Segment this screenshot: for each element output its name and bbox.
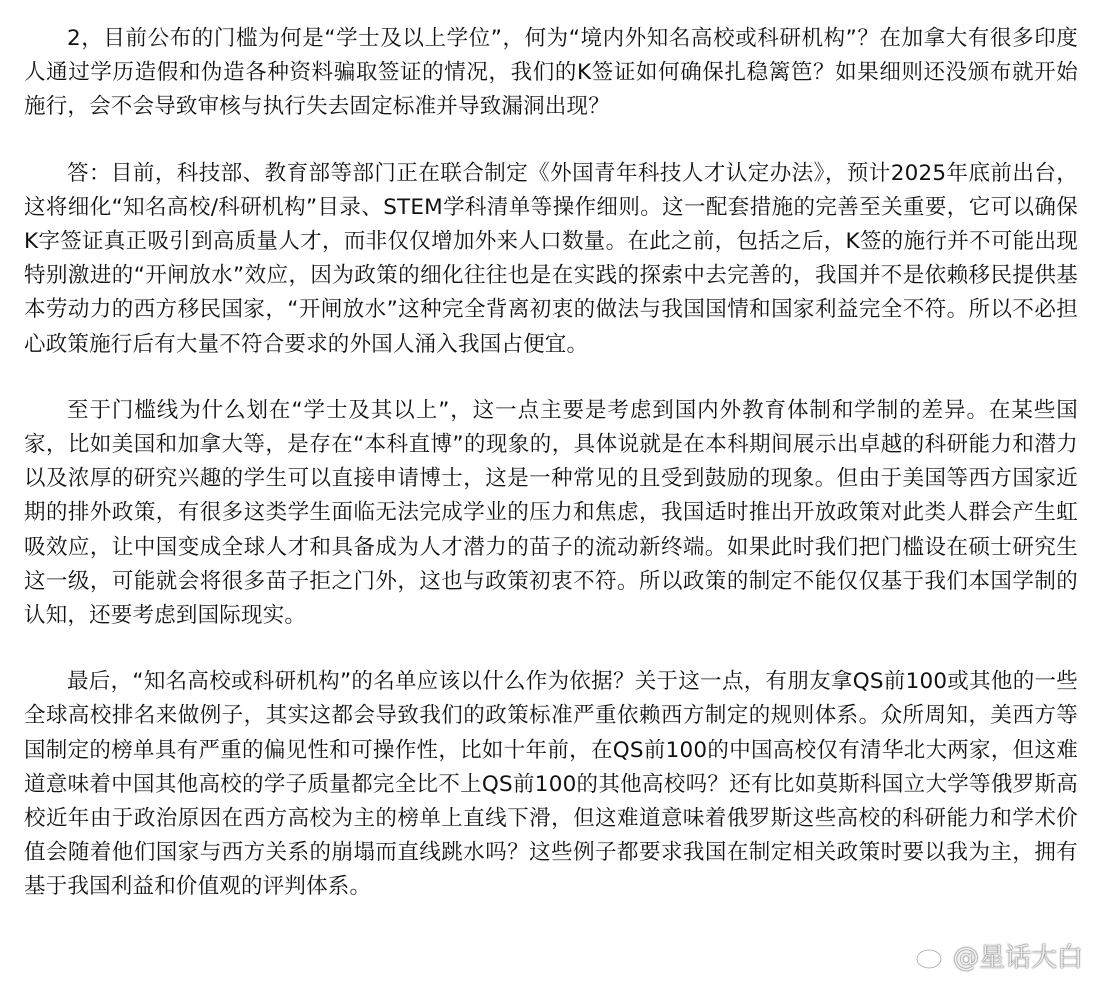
paragraph-question: 2，目前公布的门槛为何是“学士及以上学位”，何为“境内外知名高校或科研机构”？在加拿大有很多印度人通过学历造假和伪造各种资料骗取签证的情况，我们的K签证如何确保扎稳篱笆？如果细则还没颁布就开始施行，会不会导致审核与执行失去固定标准并导致漏洞出现？ xyxy=(24,26,1078,120)
weibo-logo-icon xyxy=(915,941,949,971)
paragraph-ranking: 最后，“知名高校或科研机构”的名单应该以什么作为依据？关于这一点，有朋友拿QS前100或其他的一些全球高校排名来做例子，其实这都会导致我们的政策标准严重依赖西方制定的规则体系。众所周知，美西方等国制定的榜单具有严重的偏见性和可操作性，比如十年前，在QS前100的中国高校仅有清华北大两家，但这难道意味着中国其他高校的学子质量都完全比不上QS前100的其他高校吗？还有比如莫斯科国立大学等俄罗斯高校近年由于政治原因在西方高校为主的榜单上直线下滑，但这难道意味着俄罗斯这些高校的科研能力和学术价值会随着他们国家与西方关系的崩塌而直线跳水吗？这些例子都要求我国在制定相关政策时要以我为主，拥有基于我国利益和价值观的评判体系。 xyxy=(24,669,1078,900)
paragraph-answer: 答：目前，科技部、教育部等部门正在联合制定《外国青年科技人才认定办法》，预计2025年底前出台，这将细化“知名高校/科研机构”目录、STEM学科清单等操作细则。这一配套措施的完善至关重要，它可以确保K字签证真正吸引到高质量人才，而非仅仅增加外来人口数量。在此之前，包括之后，K签的施行并不可能出现特别激进的“开闸放水”效应，因为政策的细化往往也是在实践的探索中去完善的，我国并不是依赖移民提供基本劳动力的西方移民国家，“开闸放水”这种完全背离初衷的做法与我国国情和国家利益完全不符。所以不必担心政策施行后有大量不符合要求的外国人涌入我国占便宜。 xyxy=(24,160,1078,357)
paragraph-threshold: 至于门槛线为什么划在“学士及其以上”，这一点主要是考虑到国内外教育体制和学制的差异。在某些国家，比如美国和加拿大等，是存在“本科直博”的现象的，具体说就是在本科期间展示出卓越的科研能力和潜力以及浓厚的研究兴趣的学生可以直接申请博士，这是一种常见的且受到鼓励的现象。但由于美国等西方国家近期的排外政策，有很多这类学生面临无法完成学业的压力和焦虑，我国适时推出开放政策对此类人群会产生虹吸效应，让中国变成全球人才和具备成为人才潜力的苗子的流动新终端。如果此时我们把门槛设在硕士研究生这一级，可能就会将很多苗子拒之门外，这也与政策初衷不符。所以政策的制定不能仅仅基于我们本国学制的认知，还要考虑到国际现实。 xyxy=(24,397,1078,629)
article-body xyxy=(24,22,1078,905)
weibo-watermark xyxy=(915,937,1083,974)
watermark-text: @星话大白 xyxy=(952,943,1083,973)
